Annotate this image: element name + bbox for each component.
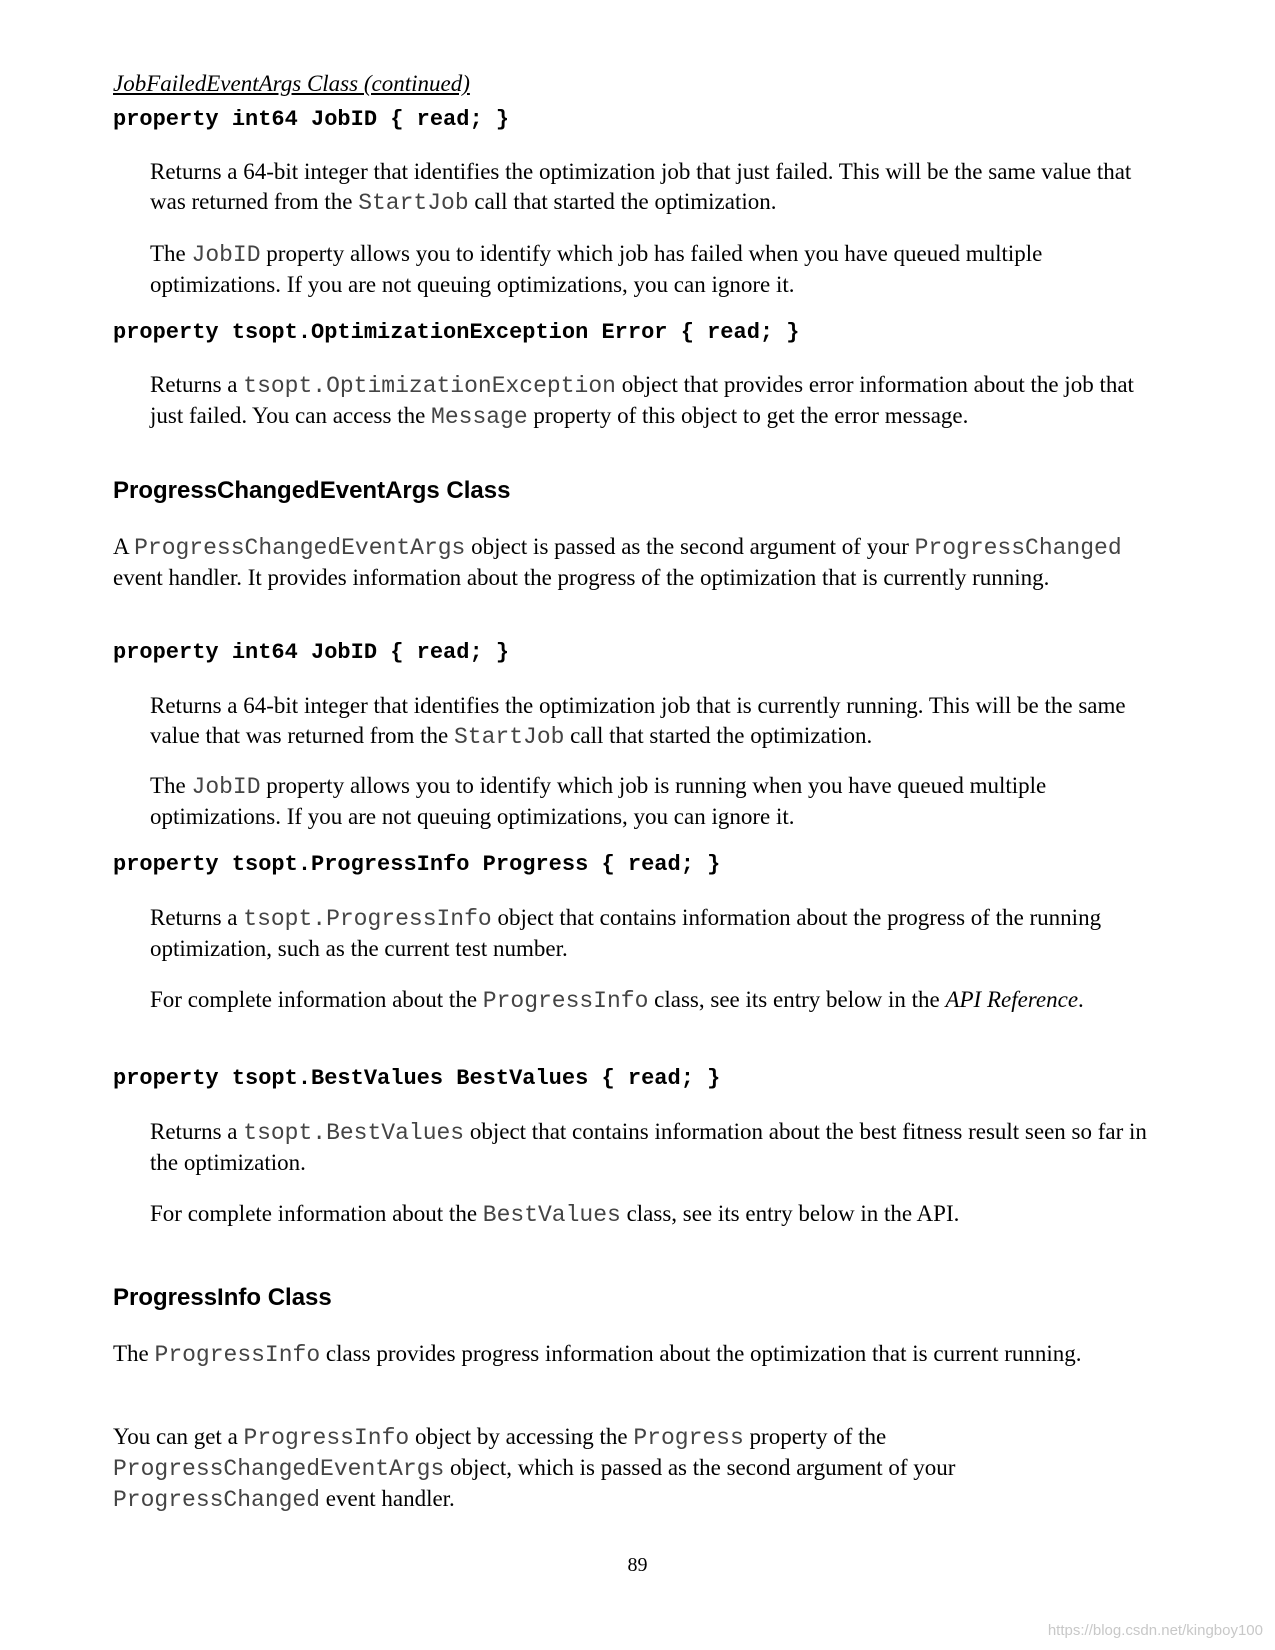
watermark-url: https://blog.csdn.net/kingboy100 (1047, 1622, 1263, 1639)
text-run: A (113, 534, 135, 559)
paragraph-failed-jobid-2 (150, 239, 1160, 300)
paragraph-progress-changed-intro (113, 532, 1168, 593)
text-run: class, see its entry below in the API. (620, 1201, 960, 1226)
text-run: Returns a (150, 905, 244, 930)
code-progresschanged: ProgressChanged (113, 1487, 321, 1513)
code-progressinfo: ProgressInfo (243, 1425, 410, 1451)
continued-heading: JobFailedEventArgs Class (continued) (113, 71, 470, 96)
paragraph-progress-jobid-2 (150, 771, 1160, 832)
text-run: The (150, 773, 192, 798)
text-run: property allows you to identify which job has failed when you have queued multiple optimizations. If you are not queuing optimizations, you can ignore it. (150, 241, 1043, 297)
signature-progress-progress: property tsopt.ProgressInfo Progress { read; } (113, 852, 721, 877)
paragraph-progress-progress-1 (150, 903, 1160, 964)
paragraph-progress-info-1 (113, 1339, 1168, 1370)
paragraph-progress-info-2 (113, 1422, 1168, 1515)
paragraph-failed-jobid-1 (150, 157, 1160, 218)
paragraph-progress-progress-2 (150, 985, 1160, 1016)
code-tsopt-progressinfo: tsopt.ProgressInfo (243, 906, 492, 932)
signature-failed-jobid: property int64 JobID { read; } (113, 107, 510, 132)
paragraph-failed-error-1 (150, 370, 1160, 432)
code-progressinfo: ProgressInfo (154, 1342, 321, 1368)
text-run: The (150, 241, 192, 266)
text-run: call that started the optimization. (468, 189, 777, 214)
text-run: . (1078, 987, 1084, 1012)
text-run: property of the (743, 1424, 887, 1449)
api-reference-emphasis: API Reference (945, 987, 1079, 1012)
code-progress: Progress (633, 1425, 744, 1451)
page-number: 89 (627, 1554, 648, 1576)
code-startjob: StartJob (454, 724, 565, 750)
text-run: object by accessing the (409, 1424, 634, 1449)
text-run: For complete information about the (150, 1201, 483, 1226)
code-tsopt-bestvalues: tsopt.BestValues (243, 1120, 465, 1146)
text-run: The (113, 1341, 155, 1366)
code-optimization-exception: tsopt.OptimizationException (243, 373, 616, 399)
text-run: Returns a (150, 372, 244, 397)
text-run: object is passed as the second argument of your (465, 534, 915, 559)
text-run: object that provides error information about the job that just failed. You can access the (150, 372, 1134, 428)
code-startjob: StartJob (358, 190, 469, 216)
text-run: For complete information about the (150, 987, 483, 1012)
text-run: class, see its entry below in the (648, 987, 946, 1012)
code-jobid: JobID (191, 242, 261, 268)
paragraph-progress-bestvalues-2 (150, 1199, 1160, 1230)
section-title-progress-changed: ProgressChangedEventArgs Class (113, 477, 511, 504)
code-progresschangedeventargs: ProgressChangedEventArgs (134, 535, 466, 561)
text-run: property of this object to get the error message. (527, 403, 969, 428)
section-title-progress-info: ProgressInfo Class (113, 1284, 332, 1311)
text-run: call that started the optimization. (564, 723, 873, 748)
code-jobid: JobID (191, 774, 261, 800)
code-progressinfo: ProgressInfo (482, 988, 649, 1014)
text-run: Returns a 64-bit integer that identifies the optimization job that is currently running. This will be the same value that was returned from the (150, 693, 1126, 748)
text-run: event handler. It provides information about the progress of the optimization that is currently running. (113, 565, 1050, 590)
text-run: object that contains information about the best fitness result seen so far in the optimization. (150, 1119, 1147, 1175)
text-run: object, which is passed as the second argument of your (444, 1455, 956, 1480)
paragraph-progress-bestvalues-1 (150, 1117, 1160, 1178)
signature-progress-bestvalues: property tsopt.BestValues BestValues { read; } (113, 1066, 721, 1091)
code-progresschanged: ProgressChanged (914, 535, 1122, 561)
text-run: Returns a 64-bit integer that identifies the optimization job that just failed. This will be the same value that was returned from the (150, 159, 1132, 214)
text-run: Returns a (150, 1119, 244, 1144)
text-run: You can get a (113, 1424, 244, 1449)
text-run: property allows you to identify which job is running when you have queued multiple optimizations. If you are not queuing optimizations, you can ignore it. (150, 773, 1047, 829)
text-run: class provides progress information about the optimization that is current running. (320, 1341, 1082, 1366)
code-progresschangedeventargs: ProgressChangedEventArgs (113, 1456, 445, 1482)
paragraph-progress-jobid-1 (150, 691, 1160, 752)
signature-failed-error: property tsopt.OptimizationException Error { read; } (113, 320, 800, 345)
text-run: object that contains information about the progress of the running optimization, such as the current test number. (150, 905, 1102, 961)
code-message: Message (431, 404, 528, 430)
text-run: event handler. (320, 1486, 455, 1511)
code-bestvalues: BestValues (482, 1202, 621, 1228)
signature-progress-jobid: property int64 JobID { read; } (113, 640, 510, 665)
